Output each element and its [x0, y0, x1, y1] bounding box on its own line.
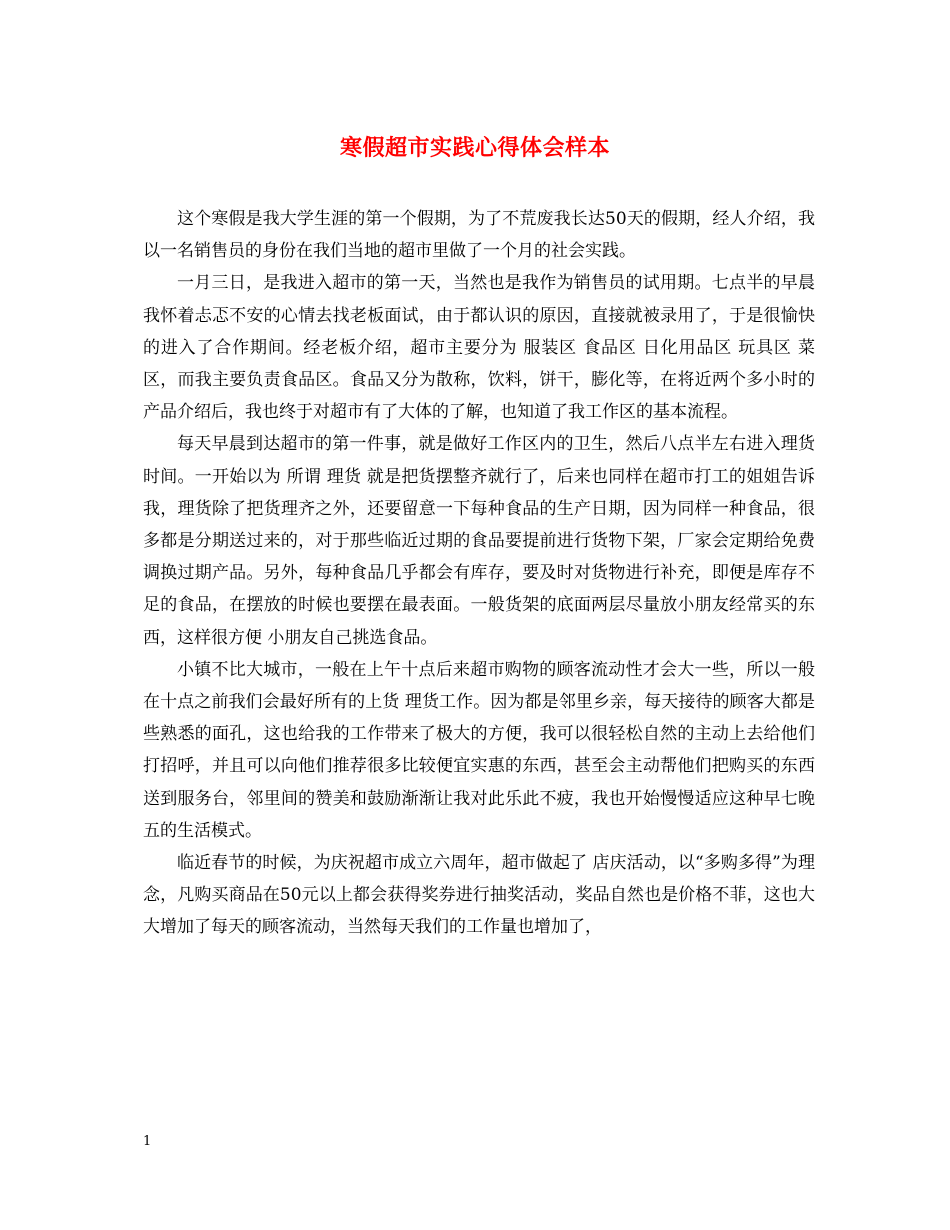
page-number: 1: [143, 1134, 152, 1149]
paragraph-3: 每天早晨到达超市的第一件事，就是做好工作区内的卫生，然后八点半左右进入理货时间。一开始以为 所谓 理货 就是把货摆整齐就行了，后来也同样在超市打工的姐姐告诉我，理货除了把货理齐之外，还要留意一下每种食品的生产日期，因为同样一种食品，很多都是分期送过来的，对于那些临近过期的食品要提前进行货物下架，厂家会定期给免费调换过期产品。另外，每种食品几乎都会有库存，要及时对货物进行补充，即便是库存不足的食品，在摆放的时候也要摆在最表面。一般货架的底面两层尽量放小朋友经常买的东西，这样很方便 小朋友自己挑选食品。: [143, 434, 815, 648]
paragraph-4: 小镇不比大城市，一般在上午十点后来超市购物的顾客流动性才会大一些，所以一般在十点之前我们会最好所有的上货 理货工作。因为都是邻里乡亲，每天接待的顾客大都是些熟悉的面孔，这也给我的工作带来了极大的方便，我可以很轻松自然的主动上去给他们打招呼，并且可以向他们推荐很多比较便宜实惠的东西，甚至会主动帮他们把购买的东西送到服务台，邻里间的赞美和鼓励渐渐让我对此乐此不疲，我也开始慢慢适应这种早七晚五的生活模式。: [143, 659, 815, 841]
paragraph-5: 临近春节的时候，为庆祝超市成立六周年，超市做起了 店庆活动，以“多购多得”为理念，凡购买商品在50元以上都会获得奖券进行抽奖活动，奖品自然也是价格不菲，这也大大增加了每天的顾客流动，当然每天我们的工作量也增加了，: [143, 853, 815, 938]
document-title: 寒假超市实践心得体会样本: [339, 135, 610, 161]
paragraph-2: 一月三日，是我进入超市的第一天，当然也是我作为销售员的试用期。七点半的早晨我怀着忐忑不安的心情去找老板面试，由于都认识的原因，直接就被录用了，于是很愉快的进入了合作期间。经老板介绍，超市主要分为 服装区 食品区 日化用品区 玩具区 菜区，而我主要负责食品区。食品又分为散称，饮料，饼干，膨化等，在将近两个多小时的产品介绍后，我也终于对超市有了大体的了解，也知道了我工作区的基本流程。: [143, 273, 815, 423]
paragraph-1: 这个寒假是我大学生涯的第一个假期，为了不荒废我长达50天的假期，经人介绍，我以一名销售员的身份在我们当地的超市里做了一个月的社会实践。: [143, 209, 815, 262]
document-body: [143, 203, 815, 944]
